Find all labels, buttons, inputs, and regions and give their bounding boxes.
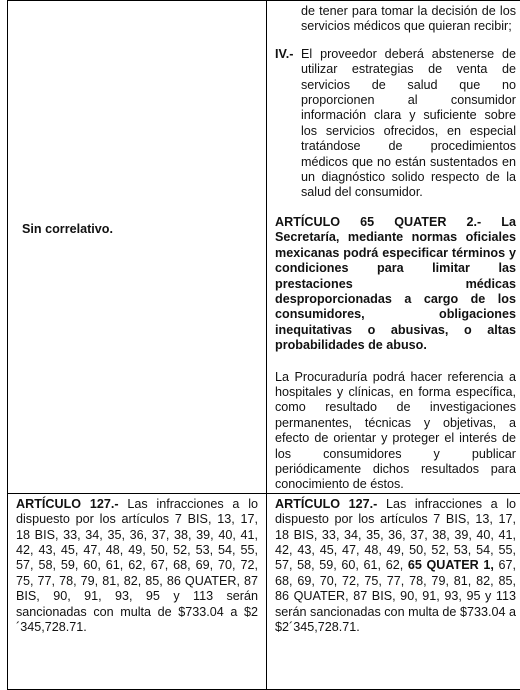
left-cell-sin-correlativo bbox=[8, 1, 267, 494]
left-articulo-127 bbox=[16, 497, 258, 636]
sin-correlativo-label: Sin correlativo. bbox=[22, 222, 113, 237]
right-articulo-127-heading: ARTÍCULO 127.- bbox=[275, 497, 377, 511]
right-cell-articles bbox=[267, 1, 520, 494]
right-articulo-127-text-before: Las infracciones a lo dispuesto por los artículos 7 BIS, 13, 17, 18 BIS, 33, 34, 35, 36, 37, 38, 39, 40, 41, 42, 43, 45, 47, 48, 49, 50, 52, 53, 54, 55, 57, 58, 59, 60, 61, 62, bbox=[275, 497, 516, 573]
articulo-65-text: La Secretaría, mediante normas oficiales mexicanas podrá especificar términos y condiciones para limitar las prestaciones médicas desproporcionadas a cargo de los consumidores, obligaciones inequitativas o abusivas, o altas probabilidades de abuso. bbox=[275, 215, 516, 352]
right-cell-articulo-127 bbox=[267, 493, 520, 689]
procuraduria-paragraph: La Procuraduría podrá hacer referencia a hospitales y clínicas, en forma específica, como resultado de investigaciones permanentes, técnicas y objetivas, a efecto de orientar y proteger el interés de los consumidores y publicar periódicamente dichos resultados para conocimiento de éstos. bbox=[275, 370, 516, 493]
fraction-iv-text: El proveedor deberá abstenerse de utilizar estrategias de venta de servicios de salud que no proporcionen al consumidor información clara y suficiente sobre los servicios ofrecidos, en especial tratándose de procedimientos médicos que no están sustentados en un diagnóstico solido respecto de la salud del consumidor. bbox=[301, 47, 516, 200]
fraction-fragment: de tener para tomar la decisión de los servicios médicos que quieran recibir; bbox=[275, 4, 516, 35]
left-articulo-127-text: Las infracciones a lo dispuesto por los artículos 7 BIS, 13, 17, 18 BIS, 33, 34, 35, 36, 37, 38, 39, 40, 41, 42, 43, 45, 47, 48, 49, 50, 52, 53, 54, 55, 57, 58, 59, 60, 61, 62, 67, 68, 69, 70, 72, 75, 77, 78, 79, 81, 82, 85, 86 QUATER, 87 BIS, 90, 91, 93, 95 y 113 serán sancionadas con multa de $733.04 a $2´345,728.71. bbox=[16, 497, 258, 634]
right-articulo-127-text-after: 67, 68, 69, 70, 72, 75, 77, 78, 79, 81, 82, 85, 86 QUATER, 87 BIS, 90, 91, 93, 95 y 113 serán sancionadas con multa de $733.04 a $2´345,728.71. bbox=[275, 558, 516, 634]
table-row bbox=[8, 1, 520, 494]
table-row bbox=[8, 493, 520, 689]
right-articulo-127-highlight: 65 QUATER 1, bbox=[408, 558, 494, 572]
left-articulo-127-heading: ARTÍCULO 127.- bbox=[16, 497, 119, 511]
right-articulo-127 bbox=[275, 497, 516, 636]
left-cell-articulo-127 bbox=[8, 493, 267, 689]
articulo-65-heading: ARTÍCULO 65 QUATER 2.- bbox=[275, 215, 481, 229]
comparative-table bbox=[7, 0, 520, 690]
fraction-iv bbox=[275, 47, 516, 201]
fraction-iv-number: IV.- bbox=[275, 47, 293, 62]
articulo-65-quater-2 bbox=[275, 215, 516, 354]
